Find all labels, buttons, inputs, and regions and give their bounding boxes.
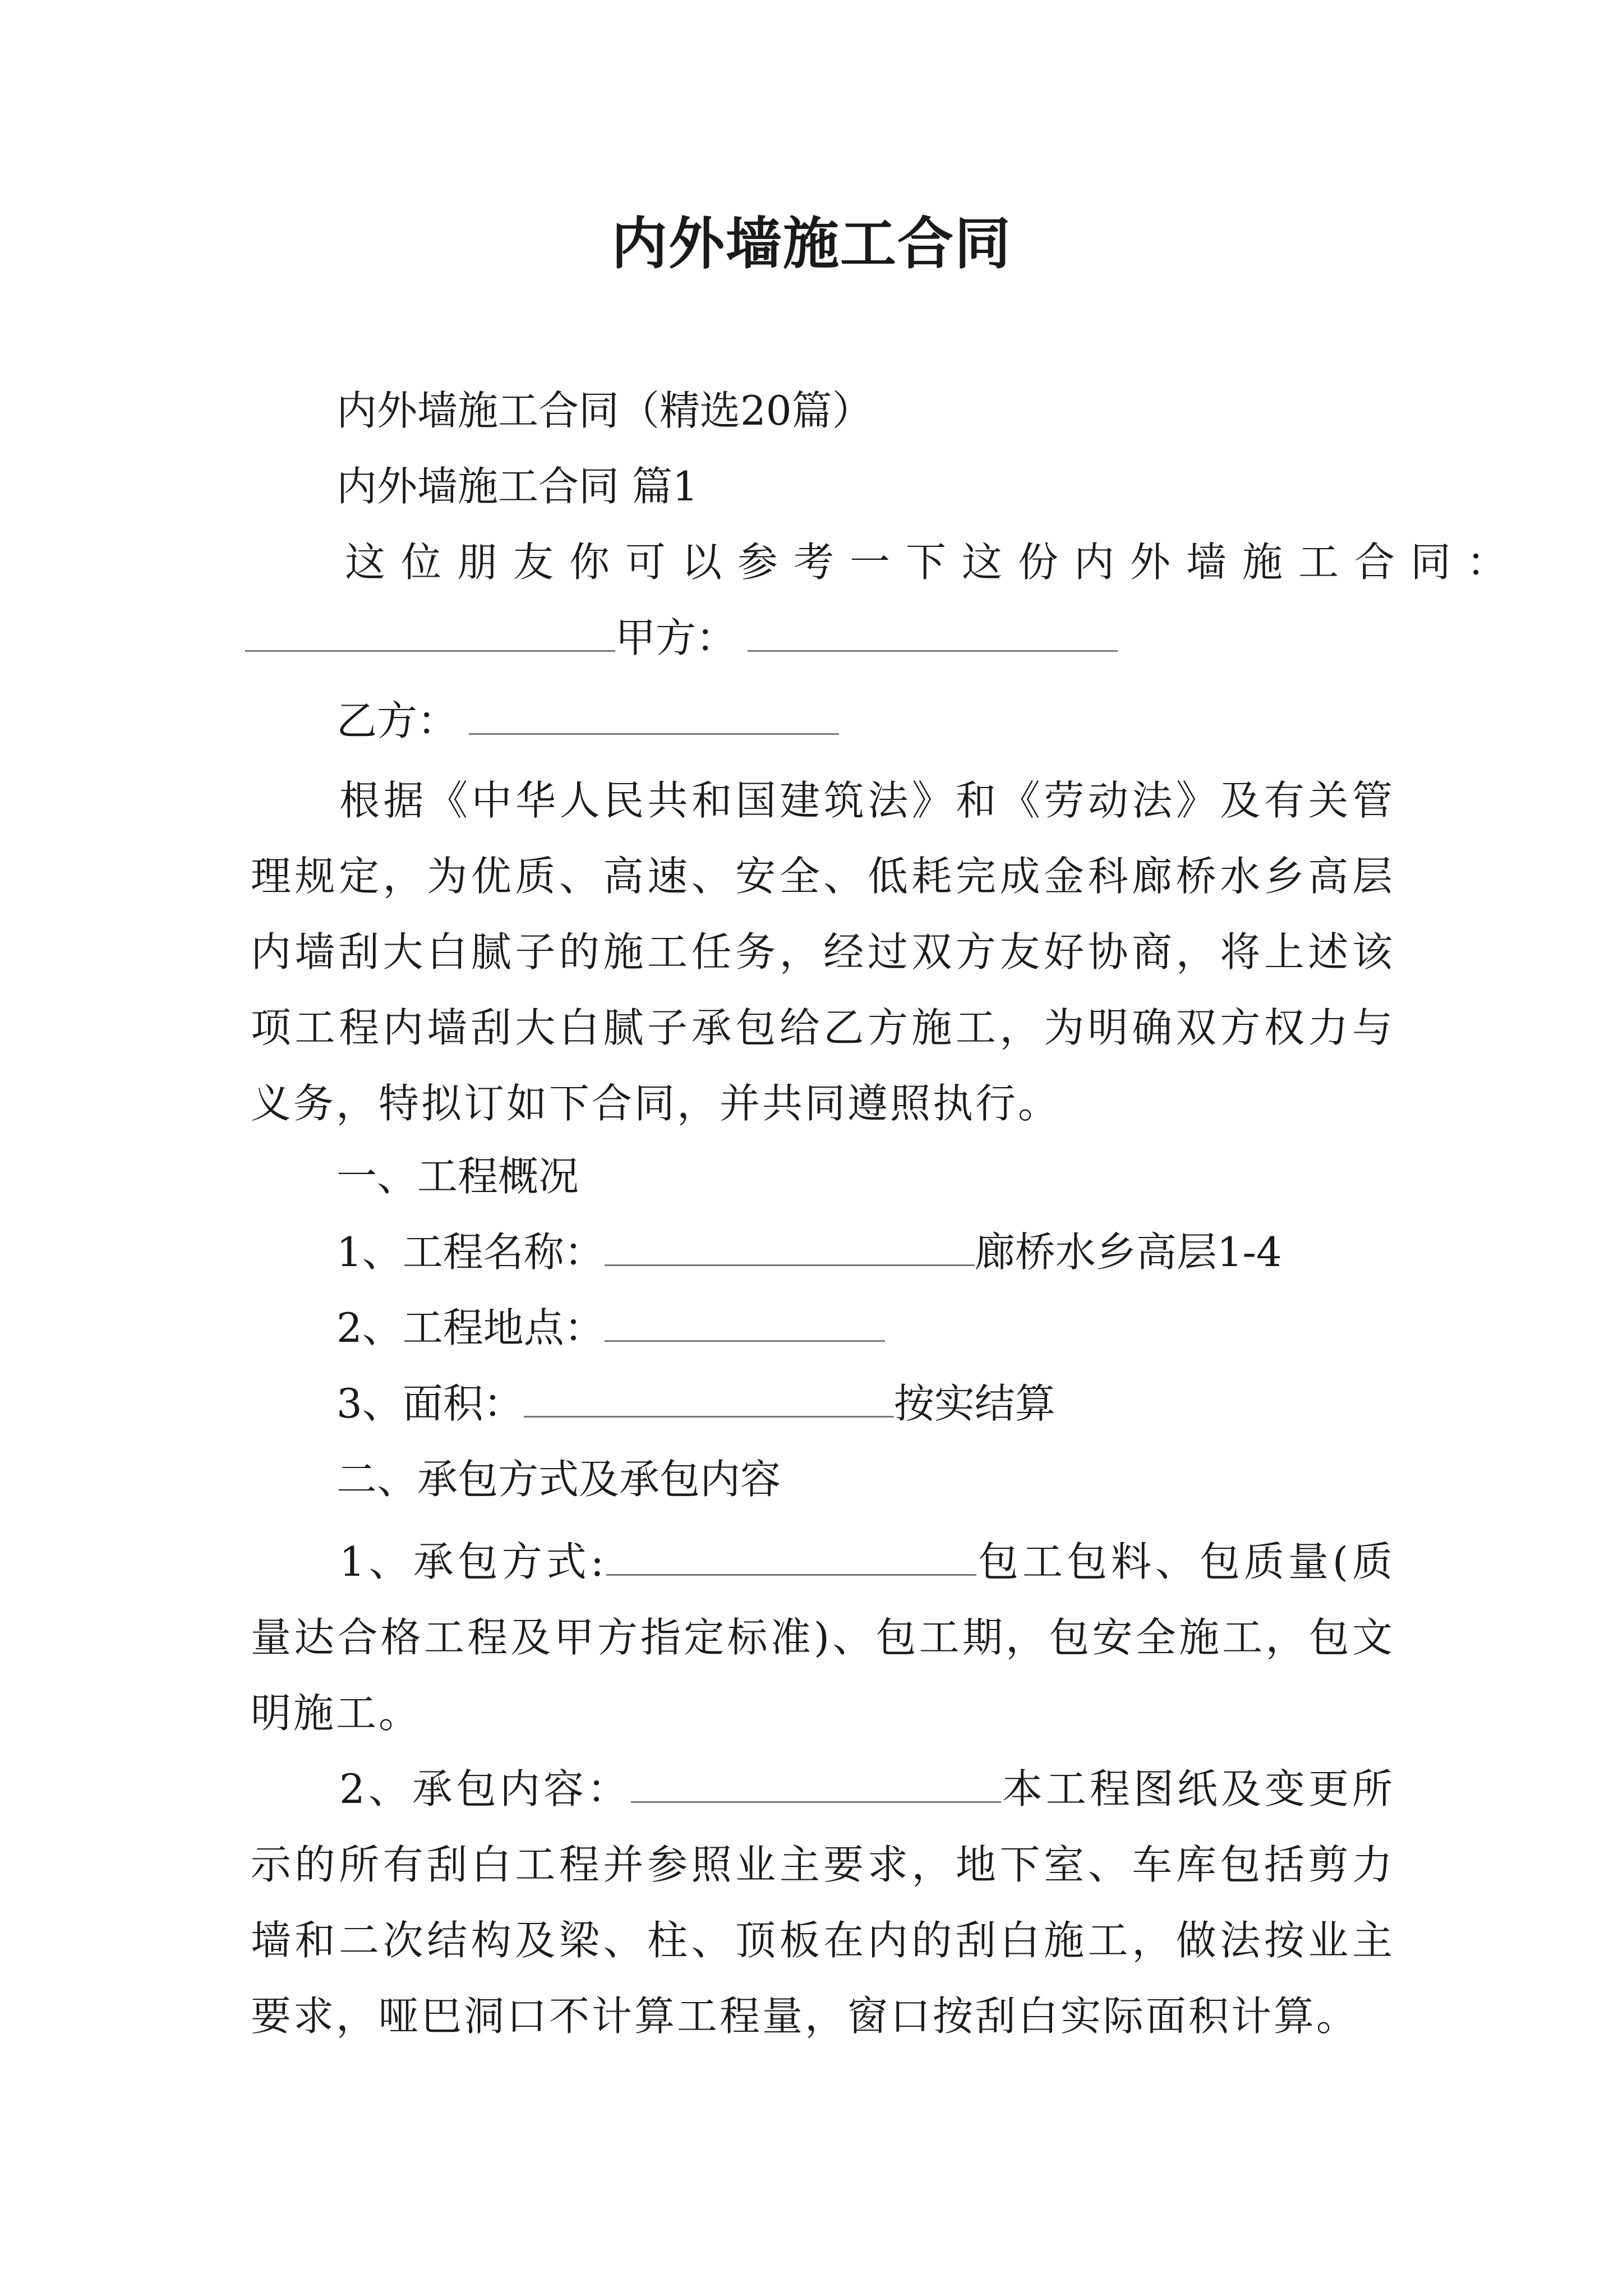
- contract-method-label: 1、承包方式:: [339, 1538, 607, 1585]
- contract-scope-value: 本工程图纸及变更所示的所有刮白工程并参照业主要求，地下室、车库包括剪力墙和二次结构及梁、柱、顶板在内的刮白施工，做法按业主要求，哑巴洞口不计算工程量，窗口按刮白实际面积计算。: [251, 1765, 1395, 2040]
- contract-scope-paragraph: [251, 1751, 1395, 2054]
- project-location-line: [336, 1297, 885, 1359]
- party-a-label: 甲方：: [615, 614, 737, 661]
- project-area-blank: [524, 1381, 894, 1418]
- party-a-line: [245, 607, 1118, 669]
- project-area-label: 3、面积：: [336, 1380, 524, 1427]
- party-b-line: [336, 690, 839, 752]
- project-location-blank: [605, 1305, 885, 1342]
- project-name-line: [336, 1221, 1282, 1283]
- contract-method-paragraph: [251, 1524, 1395, 1751]
- section-1-heading: 一、工程概况: [336, 1153, 579, 1200]
- project-name-blank: [605, 1230, 975, 1266]
- document-subtitle: 内外墙施工合同（精选20篇）: [336, 387, 873, 434]
- contract-scope-label: 2、承包内容：: [339, 1765, 631, 1812]
- intro-text: 这位朋友你可以参考一下这份内外墙施工合同：: [345, 539, 1523, 586]
- contract-method-blank: [606, 1539, 976, 1576]
- party-a-blank: [748, 615, 1118, 652]
- project-location-label: 2、工程地点：: [336, 1304, 605, 1351]
- contract-scope-blank: [631, 1766, 1001, 1803]
- project-name-value: 廊桥水乡高层1-4: [974, 1228, 1282, 1276]
- project-area-line: [336, 1373, 1055, 1434]
- chapter-heading: 内外墙施工合同 篇1: [336, 463, 698, 510]
- contract-method-value: 包工包料、包质量(质量达合格工程及甲方指定标准)、包工期，包安全施工，包文明施工。: [251, 1538, 1395, 1737]
- party-b-label: 乙方：: [336, 697, 458, 744]
- section-2-heading: 二、承包方式及承包内容: [336, 1456, 781, 1503]
- project-name-label: 1、工程名称：: [336, 1228, 605, 1276]
- party-b-blank: [469, 698, 839, 735]
- document-title: 内外墙施工合同: [611, 211, 1012, 277]
- signature-blank: [245, 615, 615, 652]
- preamble-paragraph: 根据《中华人民共和国建筑法》和《劳动法》及有关管理规定，为优质、高速、安全、低耗完成金科廊桥水乡高层内墙刮大白腻子的施工任务，经过双方友好协商，将上述该项工程内墙刮大白腻子承包给乙方施工，为明确双方权力与义务，特拟订如下合同，并共同遵照执行。: [251, 777, 1395, 1127]
- project-area-value: 按实结算: [893, 1380, 1055, 1427]
